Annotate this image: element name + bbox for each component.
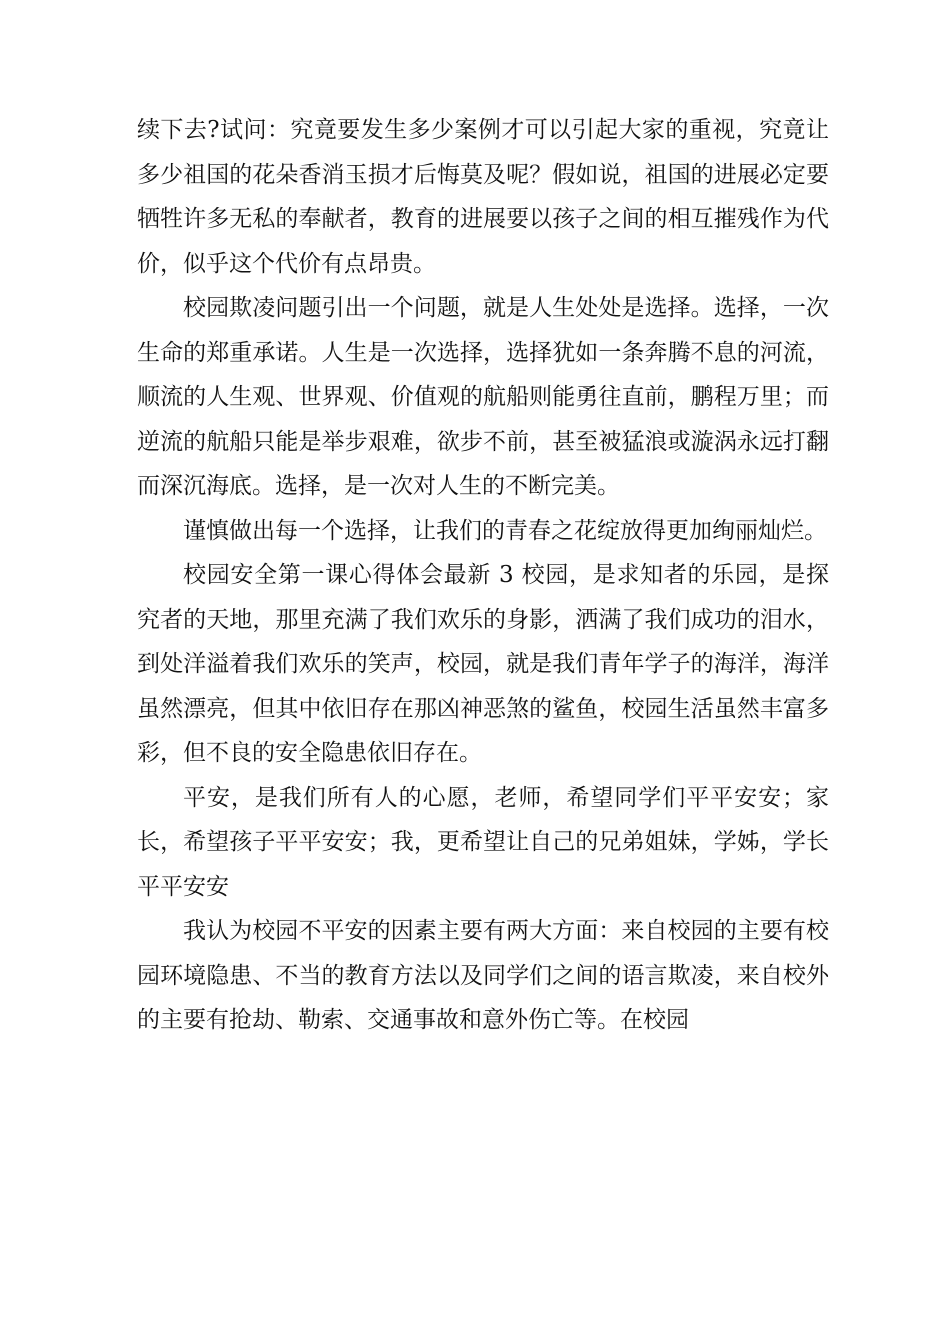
document-page <box>137 108 829 1043</box>
paragraph-3: 谨慎做出每一个选择，让我们的青春之花绽放得更加绚丽灿烂。 <box>183 517 827 544</box>
paragraph-5: 平安，是我们所有人的心愿，老师，希望同学们平平安安；家长，希望孩子平平安安；我，更希望让自己的兄弟姐妹，学姊，学长平平安安 <box>137 784 829 900</box>
paragraph-2: 校园欺凌问题引出一个问题，就是人生处处是选择。选择，一次生命的郑重承诺。人生是一次选择，选择犹如一条奔腾不息的河流，顺流的人生观、世界观、价值观的航船则能勇往直前，鹏程万里；而逆流的航船只能是举步艰难，欲步不前，甚至被猛浪或漩涡永远打翻而深沉海底。选择，是一次对人生的不断完美。 <box>137 295 829 499</box>
paragraph-6: 我认为校园不平安的因素主要有两大方面：来自校园的主要有校园环境隐患、不当的教育方法以及同学们之间的语言欺凌，来自校外的主要有抢劫、勒索、交通事故和意外伤亡等。在校园 <box>137 918 829 1033</box>
paragraph-4: 校园安全第一课心得体会最新 3 校园，是求知者的乐园，是探究者的天地，那里充满了我们欢乐的身影，洒满了我们成功的泪水，到处洋溢着我们欢乐的笑声，校园，就是我们青年学子的海洋，海洋虽然漂亮，但其中依旧存在那凶神恶煞的鲨鱼，校园生活虽然丰富多彩，但不良的安全隐患依旧存在。 <box>137 562 829 766</box>
paragraph-1: 续下去?试问：究竟要发生多少案例才可以引起大家的重视，究竟让多少祖国的花朵香消玉损才后悔莫及呢？假如说，祖国的进展必定要牺牲许多无私的奉献者，教育的进展要以孩子之间的相互摧残作为代价，似乎这个代价有点昂贵。 <box>137 117 829 277</box>
